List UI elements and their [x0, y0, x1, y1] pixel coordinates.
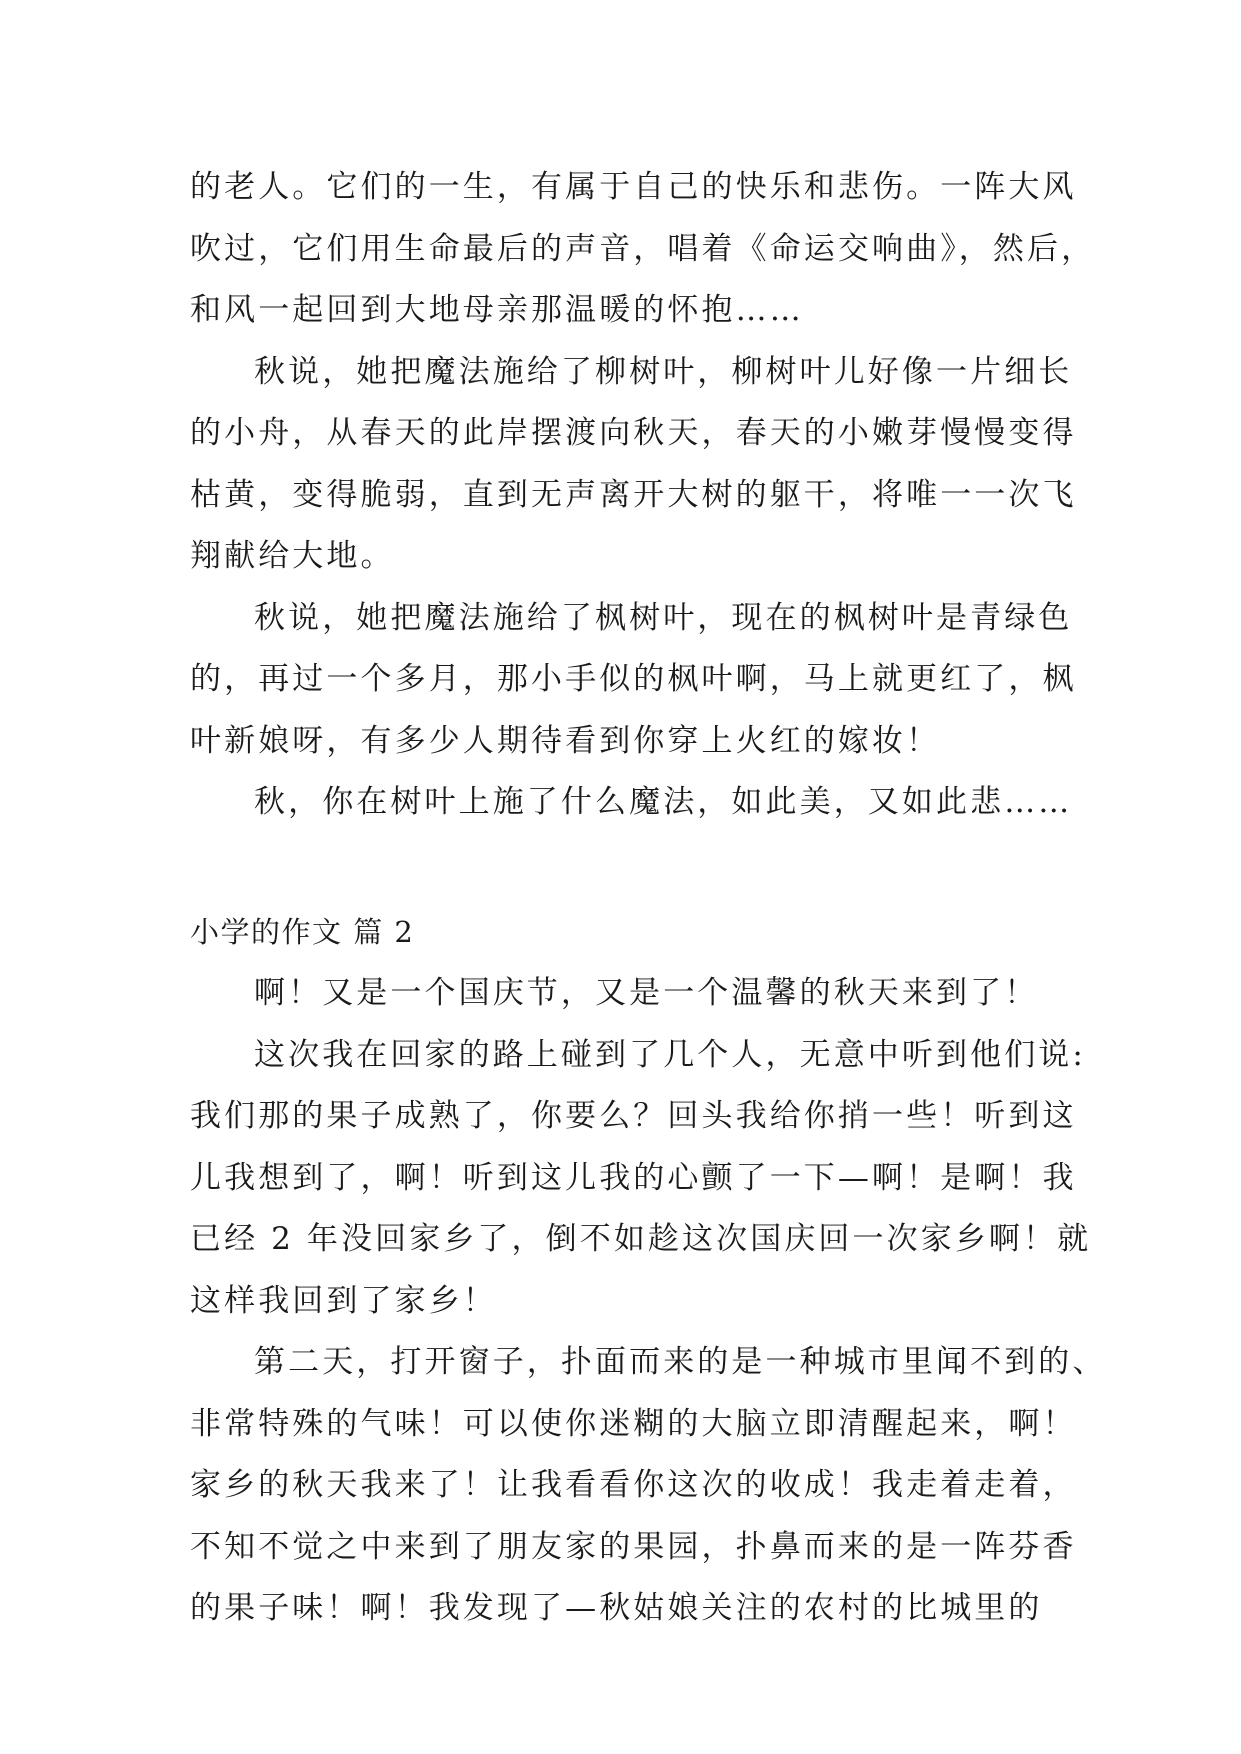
text-line: 的果子味！啊！我发现了—秋姑娘关注的农村的比城里的	[190, 1590, 1043, 1626]
text-line: 的，再过一个多月，那小手似的枫叶啊，马上就更红了，枫	[190, 661, 1077, 697]
section-gap	[190, 834, 1060, 902]
paragraph	[190, 157, 1096, 342]
text-line: 的老人。它们的一生，有属于自己的快乐和悲伤。一阵大风	[190, 169, 1077, 205]
text-line: 和风一起回到大地母亲那温暖的怀抱……	[190, 292, 804, 328]
text-line: 秋说，她把魔法施给了枫树叶，现在的枫树叶是青绿色	[254, 599, 1073, 636]
text-line: 叶新娘呀，有多少人期待看到你穿上火红的嫁妆！	[190, 722, 941, 759]
paragraph	[190, 1332, 1107, 1640]
text-line: 不知不觉之中来到了朋友家的果园，扑鼻而来的是一阵芬香	[190, 1528, 1077, 1565]
text-line: 这次我在回家的路上碰到了几个人，无意中听到他们说:	[254, 1036, 1086, 1073]
text-line: 啊！又是一个国庆节，又是一个温馨的秋天来到了！	[254, 975, 1039, 1011]
text-line: 秋，你在树叶上施了什么魔法，如此美，又如此悲……	[254, 784, 1073, 820]
section-heading: 小学的作文 篇 2	[190, 914, 415, 949]
text-line: 的小舟，从春天的此岸摆渡向秋天，春天的小嫩芽慢慢变得	[190, 415, 1077, 451]
paragraph	[190, 1025, 1092, 1333]
text-line: 家乡的秋天我来了！让我看看你这次的收成！我走着走着，	[190, 1467, 1077, 1503]
text-line: 第二天，打开窗子，扑面而来的是一种城市里闻不到的、	[254, 1344, 1107, 1380]
text-line: 翔献给大地。	[190, 538, 395, 574]
text-line: 我们那的果子成熟了，你要么？回头我给你捎一些！听到这	[190, 1098, 1077, 1134]
paragraph	[190, 342, 1077, 588]
text-line: 枯黄，变得脆弱，直到无声离开大树的躯干，将唯一一次飞	[190, 476, 1077, 513]
paragraph	[190, 588, 1077, 773]
text-line: 儿我想到了，啊！听到这儿我的心颤了一下—啊！是啊！我	[190, 1159, 1077, 1196]
text-line: 这样我回到了家乡！	[190, 1282, 497, 1319]
paragraph	[190, 963, 1060, 1025]
text-line: 非常特殊的气味！可以使你迷糊的大脑立即清醒起来，啊！	[190, 1405, 1077, 1442]
document-page	[190, 157, 1107, 1640]
paragraph	[190, 772, 1073, 834]
text-line: 秋说，她把魔法施给了柳树叶，柳树叶儿好像一片细长	[254, 353, 1073, 390]
text-line: 吹过，它们用生命最后的声音，唱着《命运交响曲》，然后，	[190, 230, 1096, 267]
text-line: 已经 2 年没回家乡了，倒不如趁这次国庆回一次家乡啊！就	[190, 1221, 1092, 1257]
